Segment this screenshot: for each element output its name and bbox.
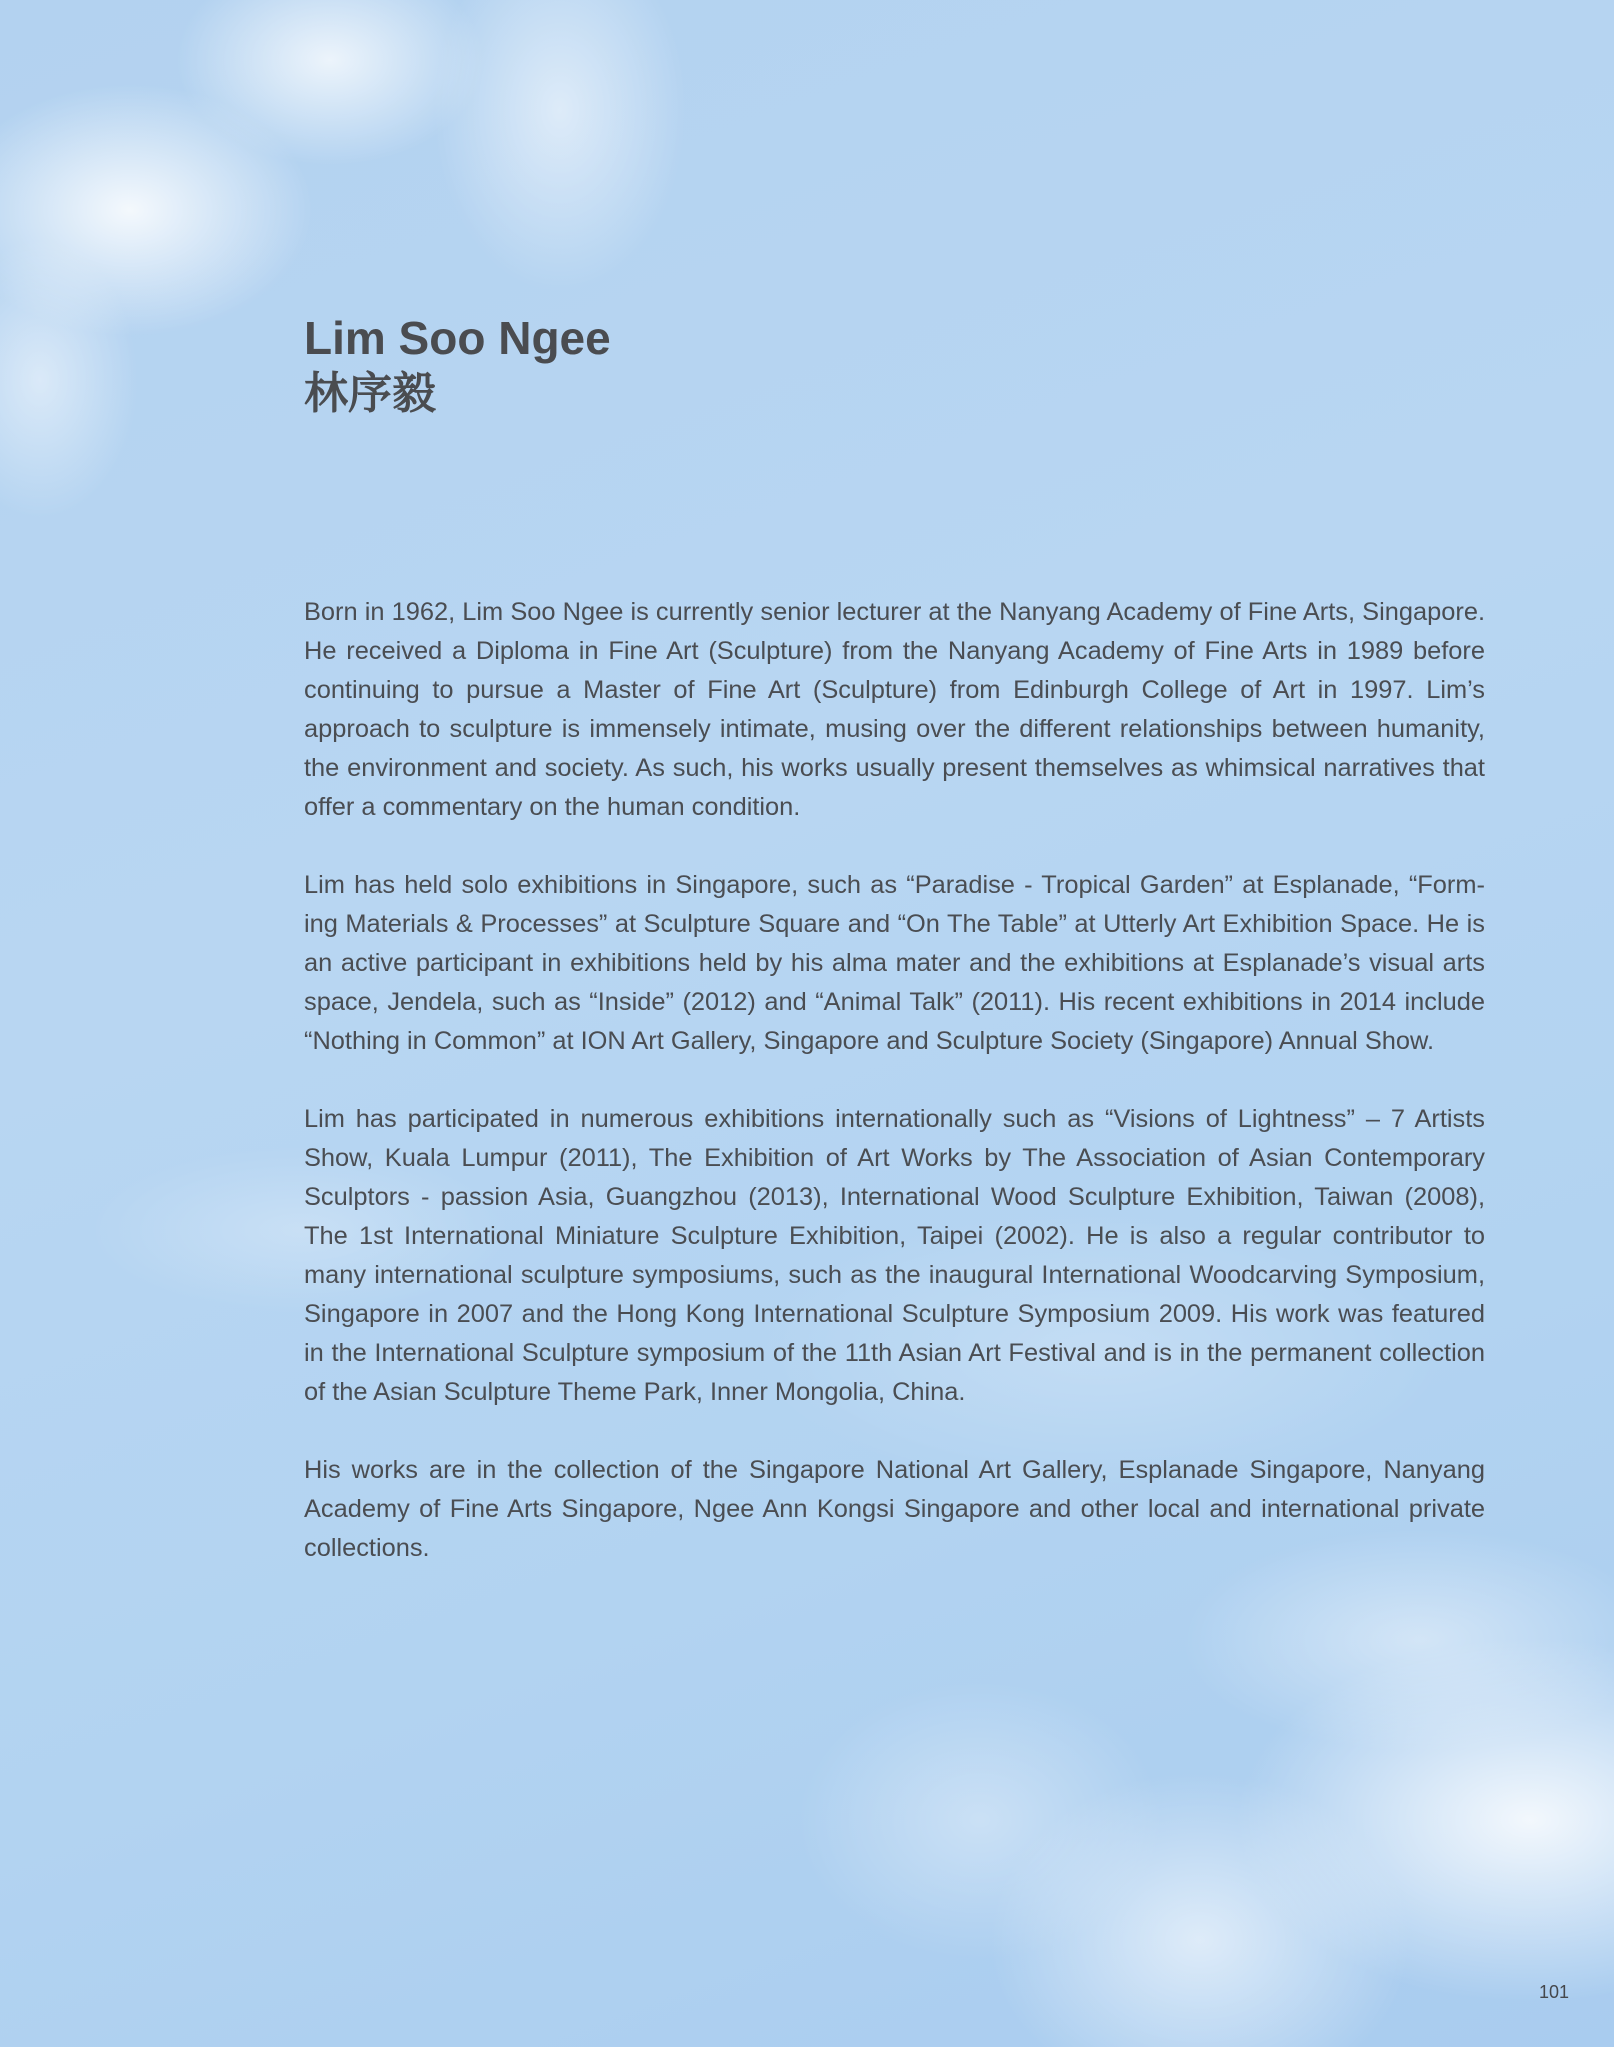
artist-heading	[304, 310, 1485, 422]
biography-paragraph-collections: His works are in the collection of the Singapore National Art Gallery, Esplanade Singapore, Nanyang Academy of Fine Arts Singapore, Ngee Ann Kongsi Singapore and other local and international private collections.	[304, 1456, 1485, 1562]
biography-paragraph-international-exhibitions: Lim has participated in numerous exhibitions internationally such as “Visions of Lightness” – 7 Artists Show, Kuala Lumpur (2011), The Exhibition of Art Works by The Association of Asian Contemporary Sculptors - passion Asia, Guangzhou (2013), International Wood Sculpture Exhibition, Taiwan (2008), The 1st International Miniature Sculpture Exhibition, Taipei (2002). He is also a regular contributor to many international sculpture symposiums, such as the inaugural International Woodcarving Symposium, Singapore in 2007 and the Hong Kong International Sculpture Symposium 2009. His work was featured in the International Sculpture symposium of the 11th Asian Art Festival and is in the permanent collection of the Asian Sculpture Theme Park, Inner Mongolia, China.	[304, 1105, 1485, 1406]
biography-paragraph-education: Born in 1962, Lim Soo Ngee is currently senior lecturer at the Nanyang Academy of Fine Arts, Singapore. He received a Diploma in Fine Art (Sculpture) from the Nanyang Academy of Fine Arts in 1989 before continuing to pursue a Master of Fine Art (Sculpture) from Edinburgh College of Art in 1997. Lim’s approach to sculpture is immensely intimate, musing over the different relationships between humanity, the environment and society. As such, his works usually present themselves as whimsical narratives that offer a commentary on the human condition.	[304, 598, 1485, 821]
artist-biography	[304, 593, 1485, 1607]
artist-name-chinese: 林序毅	[304, 368, 436, 419]
biography-paragraph-solo-exhibitions: Lim has held solo exhibitions in Singapore, such as “Paradise - Tropical Garden” at Esplanade, “Form-ing Materials & Processes” at Sculpture Square and “On The Table” at Utterly Art Exhibition Space. He is an active participant in exhibitions held by his alma mater and the exhibitions at Esplanade’s visual arts space, Jendela, such as “Inside” (2012) and “Animal Talk” (2011). His recent exhibitions in 2014 include “Nothing in Common” at ION Art Gallery, Singapore and Sculpture Society (Singapore) Annual Show.	[304, 871, 1485, 1055]
page-number: 101	[1538, 1982, 1569, 2002]
artist-name-english: Lim Soo Ngee	[304, 312, 611, 364]
